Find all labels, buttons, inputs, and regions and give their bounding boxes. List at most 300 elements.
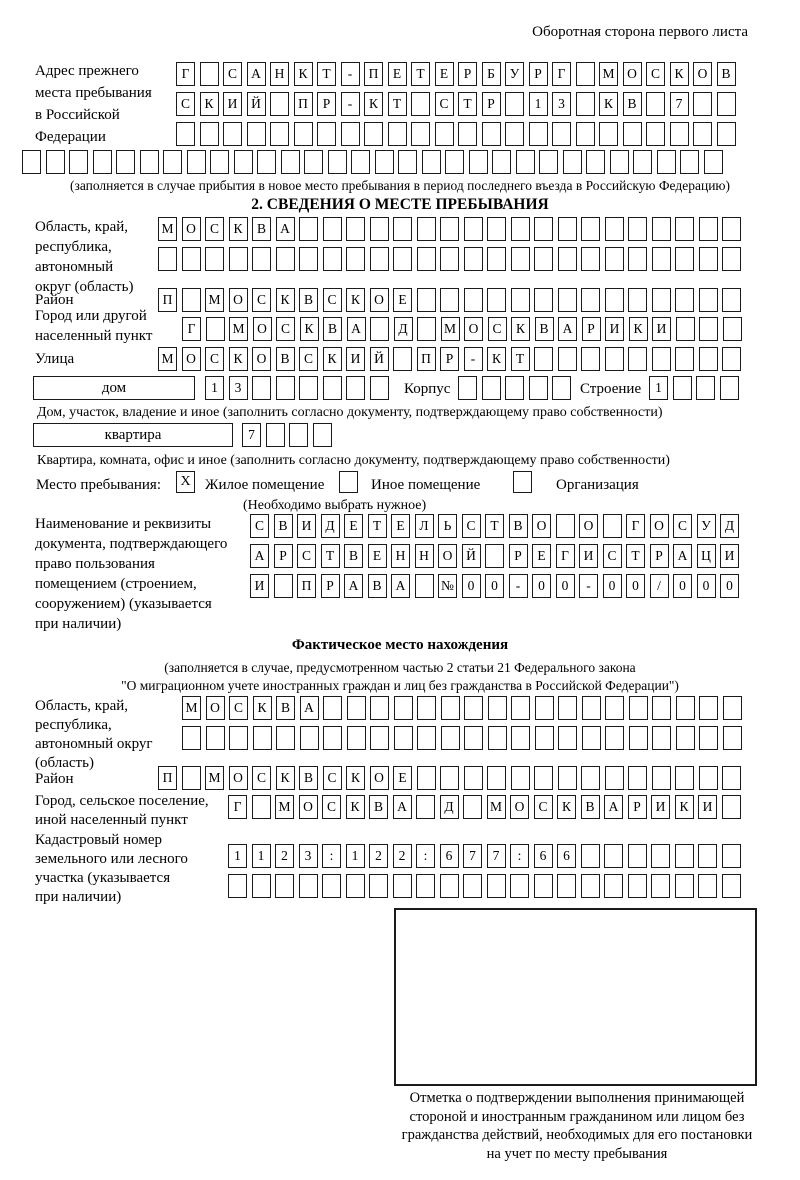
char-cell (252, 795, 271, 819)
char-cell (676, 696, 695, 720)
char-cell: С (297, 544, 316, 568)
char-cell: К (511, 317, 530, 341)
label-line: земельного или лесного (35, 851, 188, 867)
char-cell (651, 844, 670, 868)
char-cell (534, 247, 553, 271)
char-cell (675, 766, 694, 790)
char-cell: И (346, 347, 365, 371)
char-cell (680, 150, 699, 174)
char-cell (582, 696, 601, 720)
char-cell: Д (440, 795, 459, 819)
char-cell (605, 288, 624, 312)
char-cell (722, 247, 741, 271)
char-cell (270, 92, 289, 116)
char-cell (581, 247, 600, 271)
char-cell (69, 150, 88, 174)
char-cell (581, 217, 600, 241)
char-cell (581, 347, 600, 371)
char-cell (487, 874, 506, 898)
char-cell (629, 696, 648, 720)
char-cell (411, 122, 430, 146)
prev-address-caption: (заполняется в случае прибытия в новое место пребывания в период последнего въезда в Российскую Федерацию) (69, 178, 731, 193)
char-cell: Т (485, 514, 504, 538)
char-cell: О (438, 544, 457, 568)
char-cell: С (488, 317, 507, 341)
char-cell: К (294, 62, 313, 86)
char-cell: Т (411, 62, 430, 86)
char-cell: Р (440, 347, 459, 371)
char-cell (605, 726, 624, 750)
char-cell: Е (393, 766, 412, 790)
char-cell: Р (458, 62, 477, 86)
char-cell: Ц (697, 544, 716, 568)
char-cell: В (509, 514, 528, 538)
label-line: Область, край, (35, 219, 129, 235)
char-cell (492, 150, 511, 174)
char-cell: Г (228, 795, 247, 819)
dom-box: дом (33, 376, 195, 400)
char-cell: 3 (552, 92, 571, 116)
char-cell (511, 726, 530, 750)
char-cell (266, 423, 285, 447)
char-cell (346, 376, 365, 400)
char-cell (464, 766, 483, 790)
char-cell (228, 874, 247, 898)
char-cell: С (205, 217, 224, 241)
char-cell (534, 347, 553, 371)
char-cell: О (623, 62, 642, 86)
label-line: Федерации (35, 129, 106, 145)
char-cell (299, 217, 318, 241)
char-cell: Н (391, 544, 410, 568)
char-cell (628, 347, 647, 371)
char-cell (552, 122, 571, 146)
char-cell (539, 150, 558, 174)
char-cell: О (182, 347, 201, 371)
char-cell: С (252, 288, 271, 312)
char-cell (252, 247, 271, 271)
char-cell: Г (626, 514, 645, 538)
char-cell (210, 150, 229, 174)
char-cell: Б (482, 62, 501, 86)
char-cell: К (670, 62, 689, 86)
char-cell: Ь (438, 514, 457, 538)
char-cell (723, 696, 742, 720)
char-cell (299, 376, 318, 400)
char-cell: Т (626, 544, 645, 568)
char-cell (300, 726, 319, 750)
char-cell (464, 247, 483, 271)
char-cell: В (344, 544, 363, 568)
label-line: места пребывания (35, 85, 152, 101)
char-cell: П (158, 288, 177, 312)
char-cell (393, 247, 412, 271)
char-cell (646, 92, 665, 116)
char-cell (322, 874, 341, 898)
char-cell: № (438, 574, 457, 598)
char-cell (516, 150, 535, 174)
char-cell (676, 726, 695, 750)
char-cell: О (252, 347, 271, 371)
char-cell: М (158, 347, 177, 371)
label-line: документа, подтверждающего (35, 536, 228, 552)
kvartira-cells (242, 423, 332, 447)
char-cell (581, 844, 600, 868)
fakt-oblast-row-2 (182, 726, 742, 750)
char-cell: К (346, 795, 365, 819)
char-cell: К (346, 288, 365, 312)
char-cell (328, 150, 347, 174)
char-cell (464, 288, 483, 312)
char-cell (485, 544, 504, 568)
char-cell: М (487, 795, 506, 819)
char-cell: Е (344, 514, 363, 538)
prev-address-label (35, 60, 152, 148)
char-cell (722, 795, 741, 819)
char-cell: С (435, 92, 454, 116)
char-cell: С (223, 62, 242, 86)
label-line: на учет по месту пребывания (486, 1145, 668, 1162)
char-cell (275, 874, 294, 898)
char-cell: П (364, 62, 383, 86)
char-cell (276, 247, 295, 271)
char-cell (652, 288, 671, 312)
char-cell (535, 726, 554, 750)
char-cell: 2 (393, 844, 412, 868)
label-line: республика, (35, 239, 112, 255)
char-cell (505, 122, 524, 146)
label-line: гражданства действий, необходимых для его постановки (401, 1127, 753, 1143)
char-cell: Р (529, 62, 548, 86)
char-cell: А (347, 317, 366, 341)
kvartira-caption: Квартира, комната, офис и иное (заполнить согласно документу, подтверждающему право собственности) (37, 453, 670, 468)
char-cell (289, 423, 308, 447)
char-cell (182, 247, 201, 271)
char-cell (182, 288, 201, 312)
fakt-raion-row (158, 766, 741, 790)
doc-row-3 (250, 574, 739, 598)
char-cell: П (417, 347, 436, 371)
char-cell (534, 874, 553, 898)
char-cell: Г (552, 62, 571, 86)
char-cell: С (205, 347, 224, 371)
char-cell (556, 514, 575, 538)
char-cell: О (253, 317, 272, 341)
char-cell (347, 696, 366, 720)
char-cell: И (652, 317, 671, 341)
prev-address-row-2 (176, 92, 736, 116)
char-cell (93, 150, 112, 174)
char-cell: М (158, 217, 177, 241)
fakt-oblast-row-1 (182, 696, 742, 720)
label-line: при наличии) (35, 616, 122, 632)
char-cell (605, 766, 624, 790)
char-cell (696, 376, 715, 400)
char-cell (623, 122, 642, 146)
label-line: автономный округ (35, 736, 153, 752)
char-cell: Е (393, 288, 412, 312)
char-cell (487, 217, 506, 241)
char-cell (341, 122, 360, 146)
char-cell (651, 874, 670, 898)
char-cell: 6 (557, 844, 576, 868)
char-cell: Т (321, 544, 340, 568)
kadastr-row-1 (228, 844, 741, 868)
char-cell (299, 874, 318, 898)
char-cell (581, 874, 600, 898)
char-cell: Е (391, 514, 410, 538)
char-cell (633, 150, 652, 174)
label-line: Город или другой (35, 308, 147, 324)
raion-label: Район (35, 292, 74, 308)
dom-caption: Дом, участок, владение и иное (заполнить согласно документу, подтверждающему право собственности) (37, 405, 663, 420)
char-cell (304, 150, 323, 174)
char-cell (346, 874, 365, 898)
char-cell: К (229, 217, 248, 241)
char-cell (393, 874, 412, 898)
char-cell: В (252, 217, 271, 241)
char-cell: Р (321, 574, 340, 598)
char-cell: - (579, 574, 598, 598)
char-cell (529, 122, 548, 146)
char-cell (699, 726, 718, 750)
char-cell: У (697, 514, 716, 538)
char-cell: Т (458, 92, 477, 116)
char-cell (628, 766, 647, 790)
char-cell: Т (511, 347, 530, 371)
char-cell (234, 150, 253, 174)
char-cell: О (206, 696, 225, 720)
char-cell (116, 150, 135, 174)
label-line: Город, сельское поселение, (35, 793, 209, 809)
char-cell (675, 247, 694, 271)
char-cell (370, 726, 389, 750)
char-cell: 0 (532, 574, 551, 598)
char-cell (364, 122, 383, 146)
char-cell: О (532, 514, 551, 538)
char-cell: О (229, 766, 248, 790)
char-cell: С (250, 514, 269, 538)
char-cell: - (341, 62, 360, 86)
char-cell: К (364, 92, 383, 116)
char-cell (205, 247, 224, 271)
char-cell: М (599, 62, 618, 86)
char-cell (163, 150, 182, 174)
char-cell: Т (317, 62, 336, 86)
char-cell (370, 376, 389, 400)
char-cell (252, 874, 271, 898)
char-cell: М (275, 795, 294, 819)
char-cell: Т (368, 514, 387, 538)
section2-title: 2. СВЕДЕНИЯ О МЕСТЕ ПРЕБЫВАНИЯ (251, 196, 549, 213)
char-cell: Д (394, 317, 413, 341)
char-cell: М (205, 288, 224, 312)
char-cell (605, 247, 624, 271)
char-cell: Й (462, 544, 481, 568)
char-cell: К (323, 347, 342, 371)
char-cell: П (294, 92, 313, 116)
char-cell: В (299, 288, 318, 312)
char-cell: Т (388, 92, 407, 116)
char-cell: Н (415, 544, 434, 568)
char-cell: В (274, 514, 293, 538)
char-cell (693, 122, 712, 146)
char-cell (435, 122, 454, 146)
char-cell (511, 288, 530, 312)
label-line: помещением (строением, (35, 576, 197, 592)
char-cell: М (441, 317, 460, 341)
char-cell (417, 288, 436, 312)
char-cell (652, 247, 671, 271)
char-cell (605, 696, 624, 720)
char-cell: А (276, 217, 295, 241)
char-cell (675, 347, 694, 371)
char-cell (417, 766, 436, 790)
char-cell: : (510, 844, 529, 868)
char-cell (693, 92, 712, 116)
char-cell: К (557, 795, 576, 819)
char-cell: Г (182, 317, 201, 341)
char-cell: К (276, 766, 295, 790)
char-cell: С (176, 92, 195, 116)
label-line: населенный пункт (35, 328, 153, 344)
char-cell: А (673, 544, 692, 568)
char-cell (22, 150, 41, 174)
char-cell (375, 150, 394, 174)
char-cell: 6 (534, 844, 553, 868)
char-cell: 0 (603, 574, 622, 598)
char-cell: 7 (242, 423, 261, 447)
char-cell (417, 247, 436, 271)
char-cell (270, 122, 289, 146)
char-cell (628, 247, 647, 271)
char-cell: К (346, 766, 365, 790)
char-cell (411, 92, 430, 116)
char-cell (657, 150, 676, 174)
char-cell: О (370, 766, 389, 790)
char-cell (281, 150, 300, 174)
char-cell: К (276, 288, 295, 312)
char-cell: П (297, 574, 316, 598)
char-cell (252, 376, 271, 400)
char-cell: С (646, 62, 665, 86)
char-cell: / (650, 574, 669, 598)
char-cell (347, 726, 366, 750)
raion-row (158, 288, 741, 312)
char-cell (698, 874, 717, 898)
char-cell (722, 766, 741, 790)
char-cell (158, 247, 177, 271)
char-cell (487, 766, 506, 790)
char-cell (576, 122, 595, 146)
char-cell (464, 726, 483, 750)
char-cell: И (651, 795, 670, 819)
char-cell (388, 122, 407, 146)
char-cell (558, 726, 577, 750)
char-cell (723, 726, 742, 750)
char-cell (628, 844, 647, 868)
doc-label (35, 514, 227, 634)
char-cell (351, 150, 370, 174)
stroenie-label: Строение (580, 381, 642, 397)
char-cell (605, 347, 624, 371)
char-cell: 0 (673, 574, 692, 598)
char-cell (187, 150, 206, 174)
char-cell: К (675, 795, 694, 819)
label-line: Адрес прежнего (35, 63, 139, 79)
char-cell (604, 874, 623, 898)
char-cell (722, 874, 741, 898)
fakt-oblast-label (35, 697, 153, 773)
char-cell (610, 150, 629, 174)
char-cell (458, 376, 477, 400)
char-cell (652, 217, 671, 241)
char-cell: О (510, 795, 529, 819)
ulitsa-row (158, 347, 741, 371)
char-cell: 3 (229, 376, 248, 400)
char-cell (723, 317, 742, 341)
char-cell: М (182, 696, 201, 720)
char-cell: А (300, 696, 319, 720)
oblast-label (35, 217, 133, 297)
char-cell: Л (415, 514, 434, 538)
char-cell (440, 247, 459, 271)
char-cell: А (247, 62, 266, 86)
korpus-label: Корпус (404, 381, 451, 397)
inoe-checkbox (339, 471, 358, 493)
char-cell (698, 844, 717, 868)
label-line: иной населенный пункт (35, 812, 188, 828)
char-cell (722, 844, 741, 868)
fakt-caption-1: (заполняется в случае, предусмотренном частью 2 статьи 21 Федерального закона (164, 660, 636, 675)
char-cell: В (276, 347, 295, 371)
char-cell: 0 (462, 574, 481, 598)
char-cell: 0 (720, 574, 739, 598)
char-cell (628, 217, 647, 241)
label-line: участка (указывается (35, 870, 171, 886)
char-cell (417, 696, 436, 720)
char-cell (469, 150, 488, 174)
char-cell (675, 217, 694, 241)
char-cell (323, 247, 342, 271)
char-cell (276, 726, 295, 750)
char-cell (393, 217, 412, 241)
char-cell (534, 217, 553, 241)
char-cell (346, 217, 365, 241)
char-cell (464, 217, 483, 241)
char-cell: 7 (487, 844, 506, 868)
char-cell: А (604, 795, 623, 819)
char-cell: О (693, 62, 712, 86)
char-cell: К (229, 347, 248, 371)
label-line: Наименование и реквизиты (35, 516, 212, 532)
char-cell (534, 288, 553, 312)
char-cell (558, 288, 577, 312)
char-cell: 1 (346, 844, 365, 868)
char-cell: Г (556, 544, 575, 568)
char-cell (440, 288, 459, 312)
char-cell (529, 376, 548, 400)
zhiloe-label: Жилое помещение (205, 477, 325, 493)
char-cell (511, 217, 530, 241)
label-line: Отметка о подтверждении выполнения принимающей (409, 1090, 745, 1106)
char-cell: 2 (275, 844, 294, 868)
char-cell (722, 347, 741, 371)
char-cell (274, 574, 293, 598)
char-cell: 0 (626, 574, 645, 598)
oblast-row-1 (158, 217, 741, 241)
char-cell: 2 (369, 844, 388, 868)
